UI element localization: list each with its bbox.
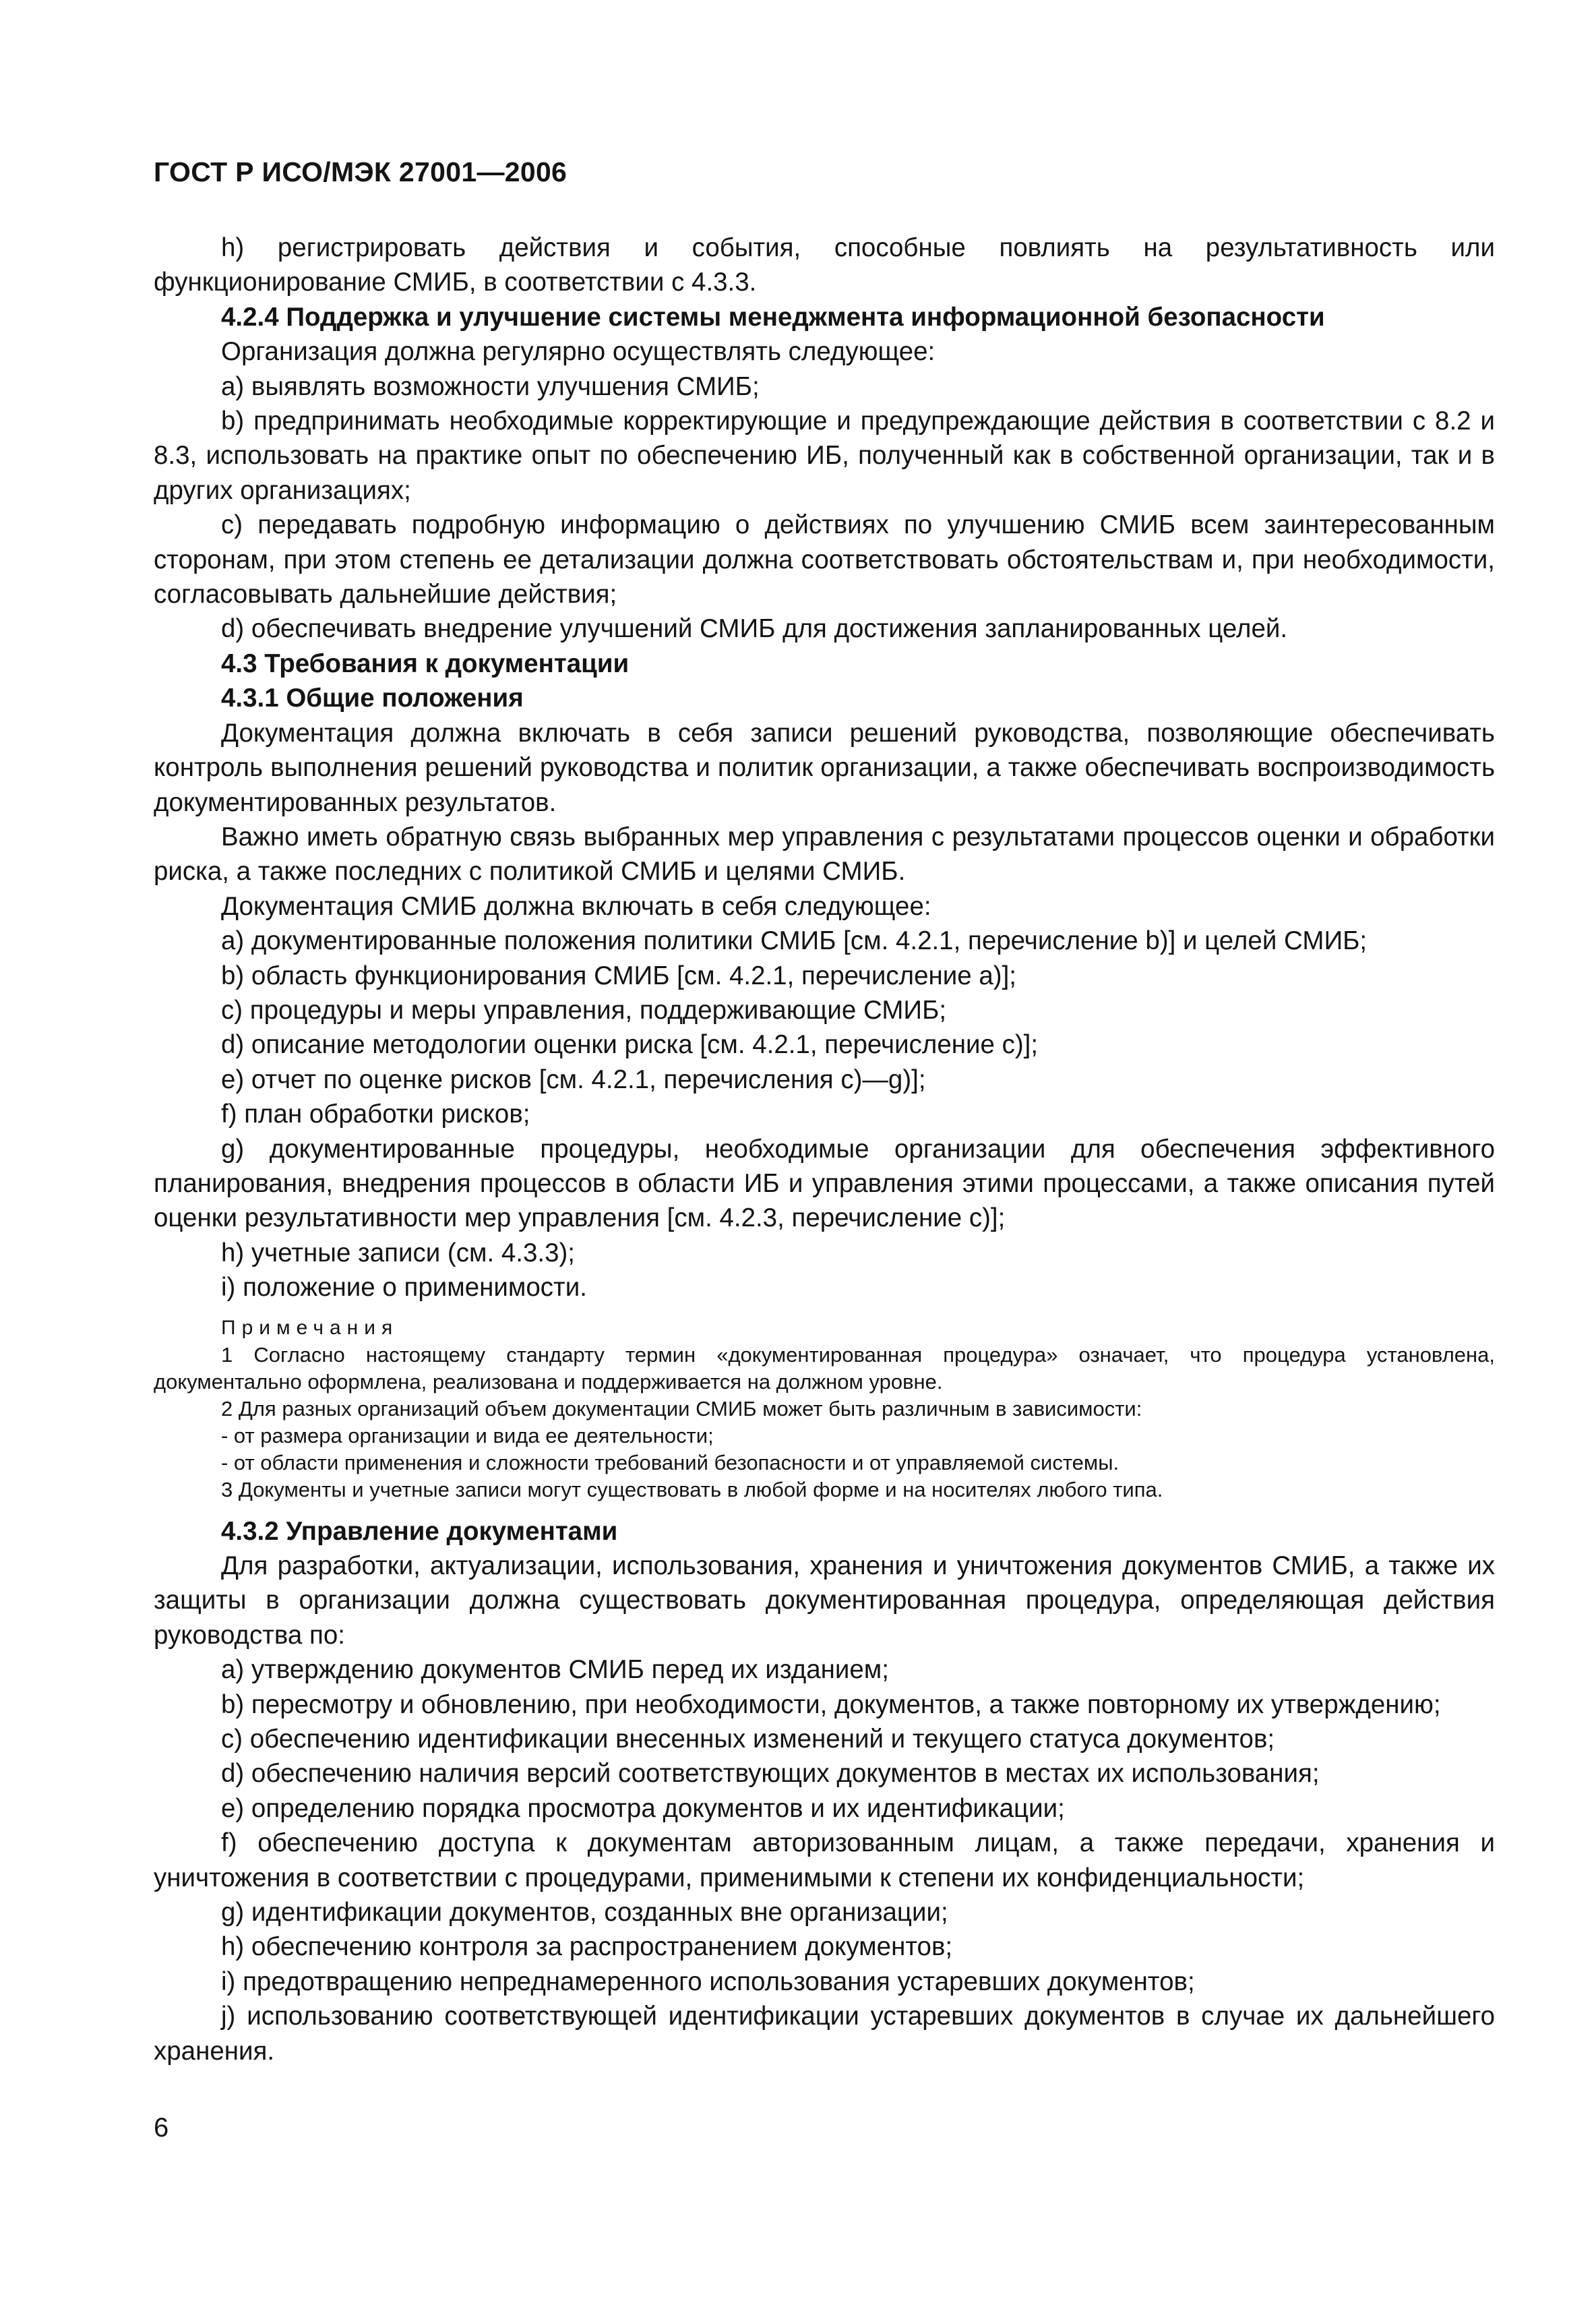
paragraph: g) идентификации документов, созданных вне организации;: [221, 1898, 948, 1927]
notes-list: [154, 1342, 1495, 1503]
paragraph: a) документированные положения политики СМИБ [см. 4.2.1, перечисление b)] и целей СМИБ;: [221, 926, 1368, 956]
note-item: - от области применения и сложности требований безопасности и от управляемой системы.: [221, 1450, 1119, 1474]
paragraph: b) предпринимать необходимые корректирующие и предупреждающие действия в соответствии с 8.2 и 8.3, использовать на практике опыт по обеспечению ИБ, полученный как в собственной организации, так и в других организациях;: [154, 407, 1495, 505]
paragraph: c) обеспечению идентификации внесенных изменений и текущего статуса документов;: [221, 1725, 1275, 1754]
paragraph: d) описание методологии оценки риска [см. 4.2.1, перечисление c)];: [221, 1030, 1039, 1060]
paragraph: b) пересмотру и обновлению, при необходимости, документов, а также повторному их утверждению;: [221, 1689, 1441, 1719]
paragraph: b) область функционирования СМИБ [см. 4.2.1, перечисление а)];: [221, 961, 1016, 990]
paragraph: j) использованию соответствующей идентификации устаревших документов в случае их дальнейшего хранения.: [154, 2002, 1495, 2066]
note-item: 2 Для разных организаций объем документации СМИБ может быть различным в зависимости:: [221, 1396, 1142, 1420]
paragraph: h) обеспечению контроля за распространением документов;: [221, 1932, 953, 1962]
section-heading: 4.3 Требования к документации: [221, 649, 630, 678]
note-item: 1 Согласно настоящему стандарту термин «документированная процедура» означает, что процедура установлена, документально оформлена, реализована и поддерживается на должном уровне.: [154, 1342, 1495, 1394]
notes-title: Примечания: [221, 1316, 399, 1339]
paragraph: Документация должна включать в себя записи решений руководства, позволяющие обеспечивать контроль выполнения решений руководства и политик организации, а также обеспечивать воспроизводимость документированных результатов.: [154, 718, 1495, 817]
paragraph: g) документированные процедуры, необходимые организации для обеспечения эффективного планирования, внедрения процессов в области ИБ и управления этими процессами, а также описания путей оценки результативности мер управления [см. 4.2.3, перечисление c)];: [154, 1134, 1495, 1233]
paragraph: i) положение о применимости.: [221, 1273, 587, 1303]
paragraph: h) учетные записи (см. 4.3.3);: [221, 1238, 575, 1267]
document-body: [154, 231, 1495, 2068]
paragraph: Организация должна регулярно осуществлять следующее:: [221, 337, 935, 367]
paragraph: c) передавать подробную информацию о действиях по улучшению СМИБ всем заинтересованным сторонам, при этом степень ее детализации должна соответствовать обстоятельствам и, при необходимости, согласовывать дальнейшие действия;: [154, 510, 1495, 609]
note-item: 3 Документы и учетные записи могут существовать в любой форме и на носителях любого типа.: [221, 1477, 1163, 1501]
paragraph: d) обеспечению наличия версий соответствующих документов в местах их использования;: [221, 1759, 1320, 1789]
paragraph: e) определению порядка просмотра документов и их идентификации;: [221, 1793, 1065, 1823]
paragraph: h) регистрировать действия и события, способные повлиять на результативность или функционирование СМИБ, в соответствии с 4.3.3.: [154, 233, 1495, 297]
paragraph: c) процедуры и меры управления, поддерживающие СМИБ;: [221, 995, 947, 1025]
paragraph: f) обеспечению доступа к документам авторизованным лицам, а также передачи, хранения и уничтожения в соответствии с процедурами, применимыми к степени их конфиденциальности;: [154, 1828, 1495, 1892]
paragraph: Документация СМИБ должна включать в себя следующее:: [221, 891, 931, 921]
paragraph: i) предотвращению непреднамеренного использования устаревших документов;: [221, 1967, 1195, 1996]
section-heading: 4.2.4 Поддержка и улучшение системы менеджмента информационной безопасности: [221, 302, 1325, 332]
paragraph: a) утверждению документов СМИБ перед их изданием;: [221, 1655, 889, 1685]
body-section-1: [154, 231, 1495, 1305]
section-heading: 4.3.2 Управление документами: [221, 1516, 618, 1546]
section-heading: 4.3.1 Общие положения: [221, 684, 524, 713]
paragraph: f) план обработки рисков;: [221, 1100, 530, 1129]
paragraph: d) обеспечивать внедрение улучшений СМИБ для достижения запланированных целей.: [221, 614, 1288, 644]
note-item: - от размера организации и вида ее деятельности;: [221, 1423, 714, 1447]
body-section-2: [154, 1514, 1495, 2069]
paragraph: a) выявлять возможности улучшения СМИБ;: [221, 371, 760, 401]
page-number: 6: [154, 2113, 169, 2143]
document-header: ГОСТ Р ИСО/МЭК 27001—2006: [154, 156, 567, 187]
paragraph: e) отчет по оценке рисков [см. 4.2.1, перечисления c)—g)];: [221, 1065, 926, 1094]
paragraph: Важно иметь обратную связь выбранных мер управления с результатами процессов оценки и обработки риска, а также последних с политикой СМИБ и целями СМИБ.: [154, 822, 1495, 887]
paragraph: Для разработки, актуализации, использования, хранения и уничтожения документов СМИБ, а также их защиты в организации должна существовать документированная процедура, определяющая действия руководства по:: [154, 1551, 1495, 1650]
notes-block: [154, 1315, 1495, 1503]
